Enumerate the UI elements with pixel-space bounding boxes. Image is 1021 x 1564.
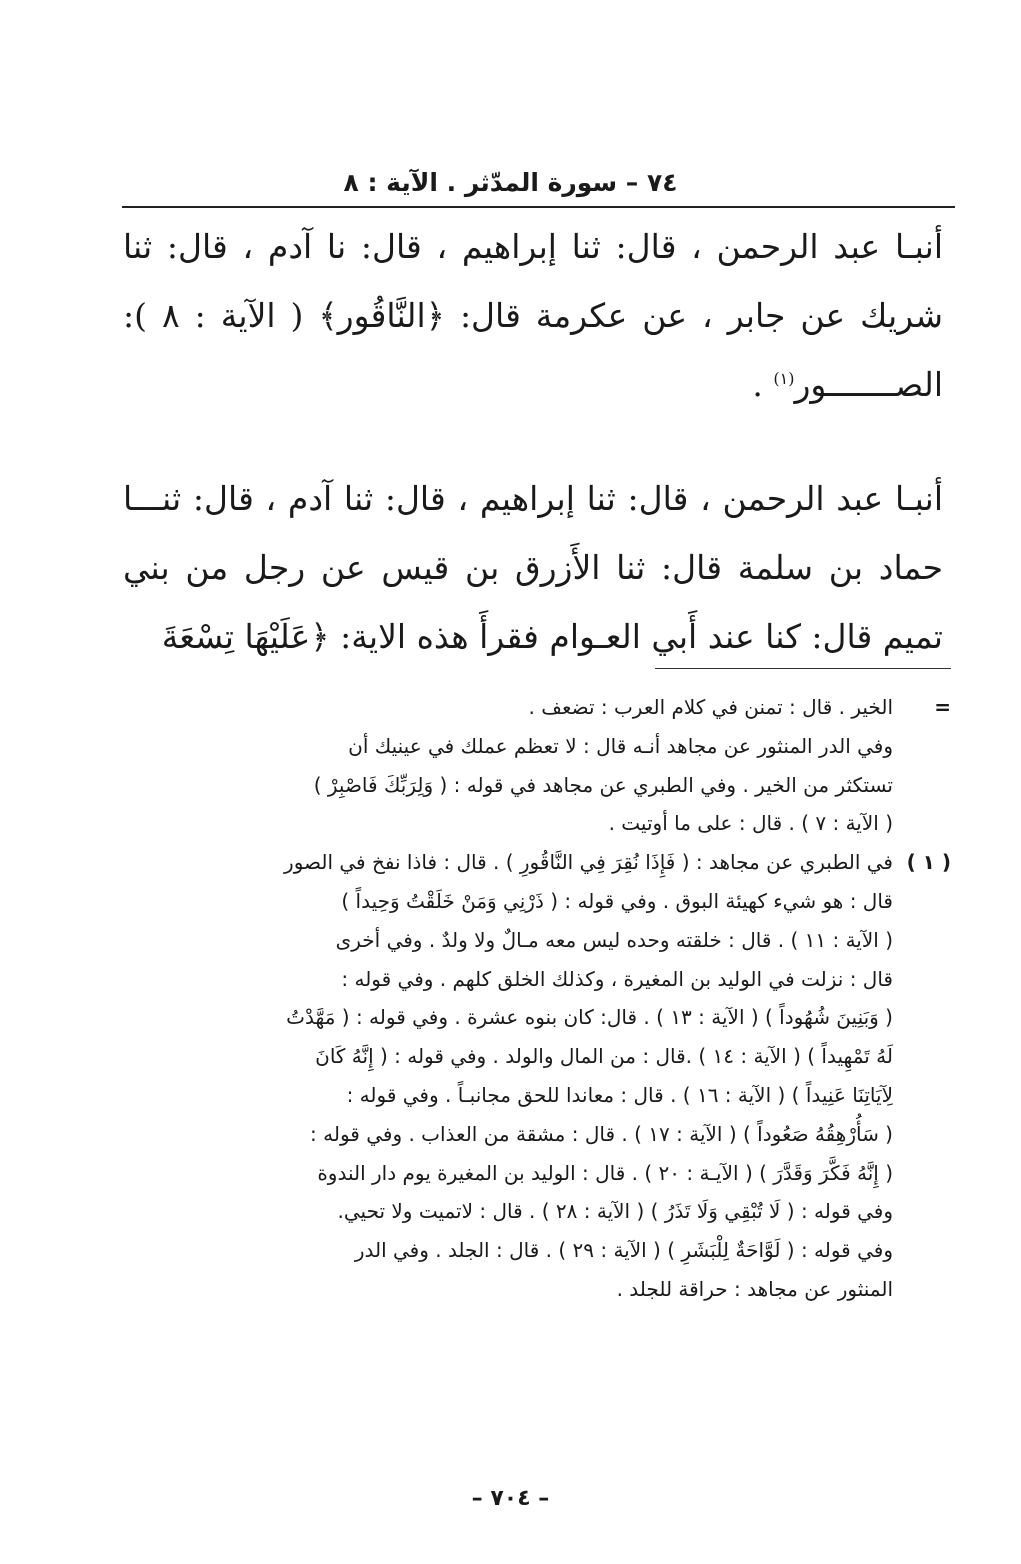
footnote-line: المنثور عن مجاهد : حراقة للجلد . — [616, 1276, 893, 1301]
footnote-line: وفي قوله : ( لَوَّاحَةٌ لِلْبَشَرِ ) ( الآية : ٢٩ ) . قال : الجلد . وفي الدر — [354, 1238, 893, 1263]
footnote-marker: ( ١ ) — [906, 850, 951, 875]
running-header: ٧٤ – سورة المدّثر . الآية : ٨ — [343, 168, 678, 197]
main-paragraph-2: أنبـا عبد الرحمن ، قال: ثنا إبراهيم ، قال: ثنا آدم ، قال: ثنـــا حماد بن سلمة قال: ثنا الأَزرق بن قيس عن رجل من بني تميم قال: كنا عند أَبي العـوام فقرأَ هذه الاية: ﴿عَلَيْهَا تِسْعَةَ — [123, 479, 943, 656]
header-rule — [122, 206, 955, 208]
footnote-line: وفي الدر المنثور عن مجاهد أنـه قال : لا تعظم عملك في عينيك أن — [348, 733, 893, 758]
end-punctuation: . — [752, 365, 774, 404]
main-text — [123, 212, 943, 671]
footnote-line: الخير . قال : تمنن في كلام العرب : تضعف . — [528, 695, 893, 719]
footnote-line: وفي قوله : ( لَا تُبْقِي وَلَا تَذَرُ ) ( الآية : ٢٨ ) . قال : لاتميت ولا تحيي. — [337, 1199, 893, 1224]
footnote-line: لِآيَاتِنَا عَنِيداً ) ( الآية : ١٦ ) . قال : معاندا للحق مجانبـاً . وفي قوله : — [346, 1082, 893, 1107]
footnote-1 — [95, 843, 951, 1309]
footnote-line: قال : نزلت في الوليد بن المغيرة ، وكذلك الخلق كلهم . وفي قوله : — [341, 966, 893, 991]
footnote-line: ( سَأُرْهِقُهُ صَعُوداً ) ( الآية : ١٧ ) . قال : مشقة من العذاب . وفي قوله : — [310, 1121, 893, 1146]
footnote-line: في الطبري عن مجاهد : ( فَإِذَا نُقِرَ فِي النَّاقُورِ ) . قال : فاذا نفخ في الصور — [284, 850, 893, 875]
paragraph-1-text: أنبـا عبد الرحمن ، قال: ثنا إبراهيم ، قال: نا آدم ، قال: ثنا شريك عن جابر ، عن عكرمة قال: ﴿النَّاقُور﴾ ( الآية : ٨ ): الصـــــــور — [123, 227, 944, 404]
footnote-line: تستكثر من الخير . وفي الطبري عن مجاهد في قوله : ( وَلِرَبِّكَ فَاصْبِرْ ) — [313, 772, 893, 797]
main-paragraph-1 — [123, 212, 943, 419]
footnote-line: ( الآية : ١١ ) . قال : خلقته وحده ليس معه مـالٌ ولا ولدٌ . وفي أخرى — [335, 927, 893, 952]
footnote-line: لَهُ تَمْهِيداً ) ( الآية : ١٤ ) .قال : من المال والولد . وفي قوله : ( إِنَّهُ كَانَ — [315, 1044, 893, 1069]
footnote-line: قال : هو شيء كهيئة البوق . وفي قوله : ( ذَرْنِي وَمَنْ خَلَقْتُ وَحِيداً ) — [341, 888, 893, 913]
footnotes — [95, 688, 951, 1309]
footnote-ref-1: (١) — [773, 369, 795, 388]
footnote-continued — [95, 688, 951, 843]
footnote-body — [95, 688, 893, 843]
footnote-line: ( الآية : ٧ ) . قال : على ما أوتيت . — [608, 811, 893, 836]
footnote-line: ( إِنَّهُ فَكَّرَ وَقَدَّرَ ) ( الآيـة : ٢٠ ) . قال : الوليد بن المغيرة يوم دار الندوة — [317, 1160, 893, 1185]
footnote-body — [95, 843, 893, 1309]
footnote-line: ( وَبَنِينَ شُهُوداً ) ( الآية : ١٣ ) . قال: كان بنوه عشرة . وفي قوله : ( مَهَّدْتُ — [286, 1005, 893, 1030]
footnote-separator — [655, 668, 951, 669]
footnote-marker: = — [934, 695, 951, 719]
page-number: – ٧٠٤ – — [471, 1486, 550, 1511]
